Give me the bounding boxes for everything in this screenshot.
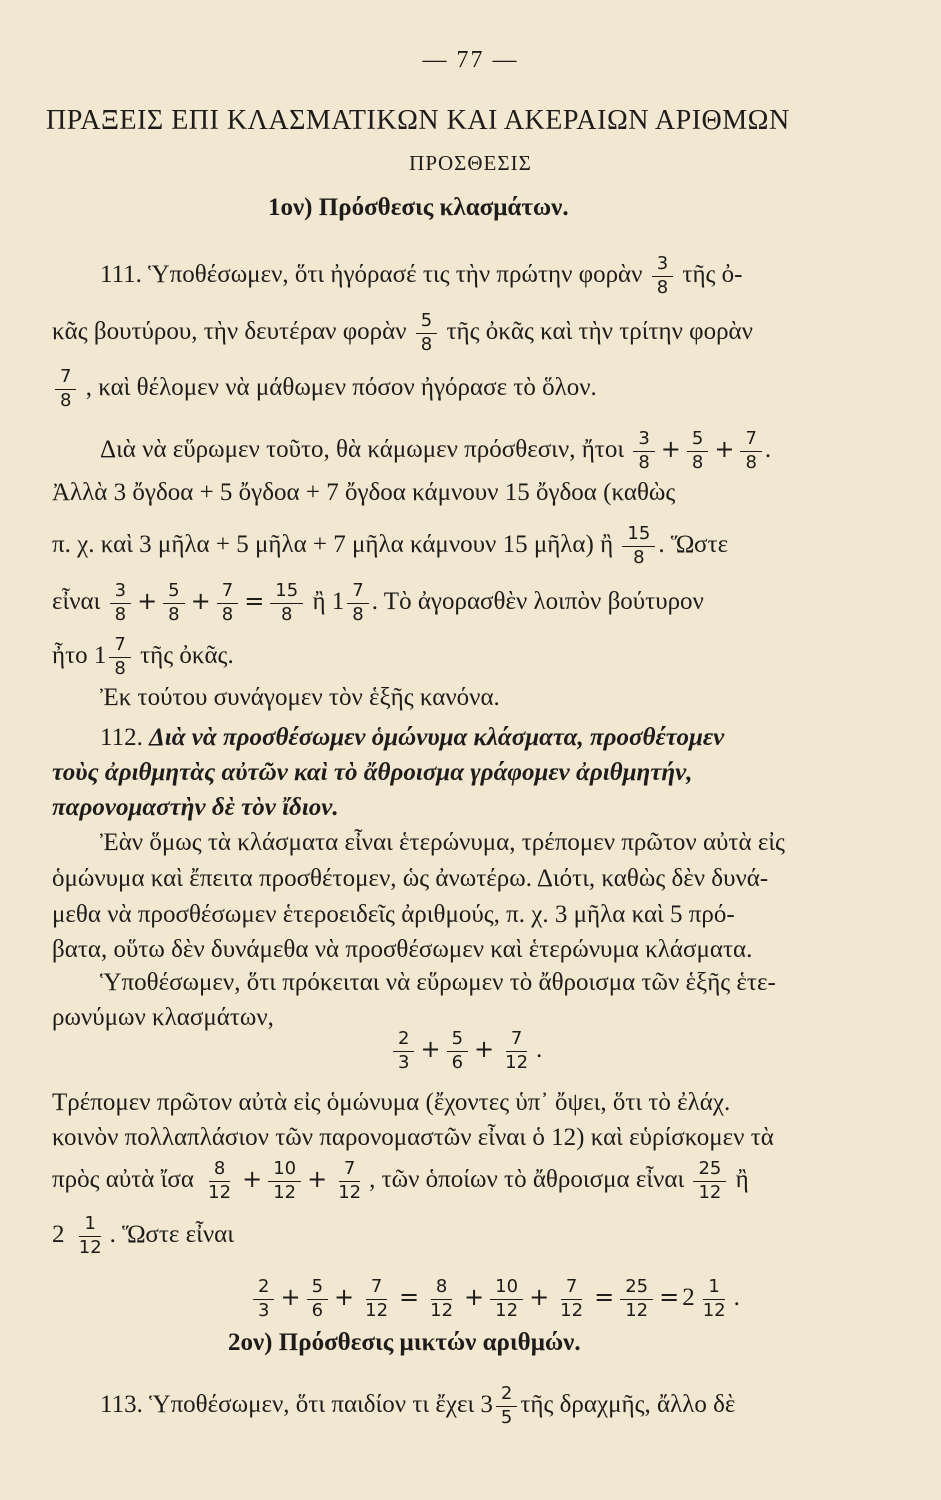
denominator: 5 [500,1406,513,1428]
text-run: , καὶ θέλομεν νὰ μάθωμεν πόσον ἠγόρασε τὸ ὅλον. [85,374,597,402]
paragraph-111-line: Ἀλλὰ 3 ὄγδοα + 5 ὄγδοα + 7 ὄγδοα κάμνουν 15 ὄγδοα (καθὼς [52,479,676,506]
body-line: βατα, οὕτω δὲν δυνάμεθα νὰ προσθέσωμεν καὶ ἑτερώνυμα κλάσματα. [52,936,753,963]
equals-sign: = [399,1283,420,1312]
paragraph-111-line [100,255,941,298]
denominator: 8 [420,333,433,355]
period: . [536,1036,543,1064]
denominator: 6 [451,1051,464,1073]
numerator: 3 [110,582,131,604]
fraction-3-8 [633,430,654,473]
denominator: 12 [505,1051,529,1073]
fraction-5-8 [416,312,437,355]
fraction-1-12 [698,1278,731,1321]
numerator: 7 [109,636,130,658]
mixed-whole: 1 [331,588,345,616]
fraction-10-12 [490,1278,523,1321]
numerator: 7 [347,582,368,604]
fraction-8-12 [203,1160,236,1203]
body-line: Ἐὰν ὅμως τὰ κλάσματα εἶναι ἑτερώνυμα, τρέπομεν πρῶτον αὐτὰ εἰς [100,829,785,856]
period: . [764,436,772,464]
text-run: ἢ [735,1166,749,1194]
period: . [658,531,665,559]
plus-sign: + [474,1035,495,1064]
text-run: πρὸς αὐτὰ ἴσα [52,1166,194,1194]
denominator: 8 [656,276,669,298]
fraction-25-12 [693,1160,726,1203]
fraction-25-12 [620,1278,653,1321]
plus-sign: + [280,1283,301,1312]
fraction-5-6 [307,1278,328,1321]
body-line: Τρέπομεν πρῶτον αὐτὰ εἰς ὁμώνυμα (ἔχοντες ὑπ᾽ ὄψει, ὅτι τὸ ἐλάχ. [52,1089,731,1116]
text-run: Ὥστε εἶναι [122,1221,235,1249]
fraction-3-8 [110,582,131,625]
subsection-heading-2 [228,1330,941,1355]
numerator: 1 [79,1215,100,1237]
denominator: 12 [338,1181,362,1203]
denominator: 8 [638,451,650,473]
fraction-15-8 [622,525,655,568]
fraction-5-8 [163,582,184,625]
text-run: τῆς ὀκᾶς. [140,642,234,670]
numerator: 5 [447,1030,468,1052]
numerator: 7 [561,1278,582,1300]
paragraph-number: 111. [100,261,142,289]
period: . [733,1284,740,1312]
plus-sign: + [242,1165,263,1194]
denominator: 8 [168,603,180,625]
body-line [52,1160,941,1203]
denominator: 8 [633,546,645,568]
numerator: 10 [268,1160,301,1182]
numerator: 1 [703,1278,724,1300]
numerator: 10 [490,1278,523,1300]
paragraph-113-line [100,1385,941,1428]
denominator: 8 [691,451,704,473]
subsection-title: Πρόσθεσις μικτών αριθμών. [278,1329,581,1356]
numerator: 25 [693,1160,726,1182]
fraction-1-12 [74,1215,107,1258]
mixed-whole: 2 [682,1284,695,1312]
paragraph-111-line [52,636,941,679]
text-run: τῆς ὀ- [682,261,743,289]
body-line: ὁμώνυμα καὶ ἔπειτα προσθέτομεν, ὡς ἀνωτέρω. Διότι, καθὼς δὲν δυνά- [52,865,769,892]
paragraph-111-line [100,430,941,473]
numerator: 15 [270,582,303,604]
equation [390,1030,941,1073]
text-run: Ὥστε [670,531,729,559]
denominator: 6 [311,1299,324,1321]
paragraph-111-line [52,582,941,625]
fraction-7-12 [555,1278,588,1321]
denominator: 8 [114,603,127,625]
denominator: 8 [114,657,126,679]
text-run: , τῶν ὁποίων τὸ ἄθροισμα εἶναι [369,1166,685,1194]
numerator: 5 [163,582,184,604]
subsection-number: 1ον) [268,194,313,221]
numerator: 8 [209,1160,230,1182]
denominator: 12 [625,1299,649,1321]
text-run: Τὸ ἀγορασθὲν λοιπὸν βούτυρον [383,588,704,616]
word-eta: ἢ [312,588,326,616]
plus-sign: + [190,587,211,616]
plus-sign: + [307,1165,328,1194]
denominator: 12 [495,1299,519,1321]
plus-sign: + [420,1035,441,1064]
denominator: 12 [702,1299,726,1321]
fraction-7-12 [360,1278,393,1321]
denominator: 8 [352,603,364,625]
text-run: Ὑποθέσωμεν, ὅτι παιδίον τι ἔχει 3 [149,1391,493,1419]
numerator: 8 [431,1278,452,1300]
paragraph-number: 113. [100,1391,143,1419]
denominator: 12 [78,1236,102,1258]
subsection-title: Πρόσθεσις κλασμάτων. [318,194,569,221]
denominator: 12 [208,1181,232,1203]
denominator: 8 [745,451,757,473]
paragraph-number: 112. [100,724,143,751]
equals-sign: = [594,1283,615,1312]
equals-sign: = [659,1283,680,1312]
numerator: 5 [307,1278,328,1300]
plus-sign: + [660,435,681,464]
fraction-15-8 [270,582,303,625]
numerator: 3 [633,430,654,452]
text-run: Διὰ νὰ εὕρωμεν τοῦτο, θὰ κάμωμεν πρόσθεσιν, ἤτοι [100,436,625,464]
numerator: 2 [253,1278,274,1300]
text-run: τῆς ὀκᾶς καὶ τὴν τρίτην φορὰν [446,318,753,346]
fraction-7-8 [55,368,76,411]
period: . [109,1221,116,1249]
fraction-2-5 [496,1385,517,1428]
body-line: ρωνύμων κλασμάτων, [52,1004,274,1031]
denominator: 3 [258,1299,270,1321]
subsection-heading-1 [268,195,941,220]
fraction-8-12 [425,1278,458,1321]
numerator: 7 [366,1278,387,1300]
page-title: ΠΡΑΞΕΙΣ ΕΠΙ ΚΛΑΣΜΑΤΙΚΩΝ ΚΑΙ ΑΚΕΡΑΙΩΝ ΑΡΙΘΜΩΝ [46,105,790,136]
equals-sign: = [244,587,265,616]
plus-sign: + [137,587,158,616]
denominator: 8 [281,603,293,625]
fraction-7-8 [740,430,761,473]
mixed-whole: 2 [52,1221,65,1249]
text-run: Ὑποθέσωμεν, ὅτι ἠγόρασέ τις τὴν πρώτην φορὰν [148,261,643,289]
section-heading: ΠΡΟΣΘΕΣΙΣ [409,151,532,175]
numerator: 7 [740,430,761,452]
plus-sign: + [334,1283,355,1312]
body-line [52,1215,941,1258]
fraction-7-8 [347,582,368,625]
denominator: 12 [698,1181,722,1203]
text-run: π. χ. καὶ 3 μῆλα + 5 μῆλα + 7 μῆλα κάμνουν 15 μῆλα) ἢ [52,531,614,559]
numerator: 5 [416,312,437,334]
paragraph-111-line [52,368,941,411]
numerator: 2 [393,1030,414,1052]
text-run: ἦτο 1 [52,642,107,670]
denominator: 12 [430,1299,454,1321]
body-line: μεθα νὰ προσθέσωμεν ἑτεροειδεῖς ἀριθμούς, π. χ. 3 μῆλα καὶ 5 πρό- [52,901,735,928]
numerator: 25 [620,1278,653,1300]
numerator: 2 [496,1385,517,1407]
body-line: Ὑποθέσωμεν, ὅτι πρόκειται νὰ εὕρωμεν τὸ ἄθροισμα τῶν ἑξῆς ἑτε- [100,969,776,996]
fraction-7-8 [217,582,238,625]
paragraph-111-line: Ἐκ τούτου συνάγομεν τὸν ἑξῆς κανόνα. [100,684,500,711]
numerator: 7 [506,1030,527,1052]
denominator: 12 [273,1181,297,1203]
numerator: 15 [622,525,655,547]
denominator: 8 [60,389,72,411]
denominator: 12 [365,1299,389,1321]
fraction-7-8 [109,636,130,679]
numerator: 5 [687,430,708,452]
equation [250,1278,941,1321]
body-line: κοινὸν πολλαπλάσιον τῶν παρονομαστῶν εἶναι ὁ 12) καὶ εὑρίσκομεν τὰ [52,1124,774,1151]
text-run: τῆς δραχμῆς, ἄλλο δὲ [520,1391,736,1419]
numerator: 7 [339,1160,360,1182]
numerator: 7 [55,368,76,390]
denominator: 12 [560,1299,584,1321]
fraction-2-3 [393,1030,414,1073]
plus-sign: + [714,435,735,464]
text-run: κᾶς βουτύρου, τὴν δευτέραν φορὰν [52,318,407,346]
page-number: — 77 — [422,47,519,73]
denominator: 3 [398,1051,410,1073]
fraction-5-6 [447,1030,468,1073]
numerator: 3 [652,255,673,277]
fraction-2-3 [253,1278,274,1321]
rule-line [100,725,941,750]
fraction-10-12 [268,1160,301,1203]
subsection-number: 2ον) [228,1329,273,1356]
paragraph-111-line [52,312,941,355]
rule-line: παρονομαστὴν δὲ τὸν ἴδιον. [52,794,339,821]
denominator: 8 [221,603,234,625]
text-run: εἶναι [52,588,101,616]
rule-line: τοὺς ἀριθμητὰς αὐτῶν καὶ τὸ ἄθροισμα γράφομεν ἀριθμητήν, [52,759,693,786]
numerator: 7 [217,582,238,604]
plus-sign: + [529,1283,550,1312]
paragraph-111-line [52,525,941,568]
fraction-5-8 [687,430,708,473]
fraction-7-12 [500,1030,533,1073]
rule-text: Διὰ νὰ προσθέσωμεν ὁμώνυμα κλάσματα, προσθέτομεν [149,724,725,751]
fraction-3-8 [652,255,673,298]
plus-sign: + [464,1283,485,1312]
period: . [371,588,378,616]
fraction-7-12 [333,1160,366,1203]
